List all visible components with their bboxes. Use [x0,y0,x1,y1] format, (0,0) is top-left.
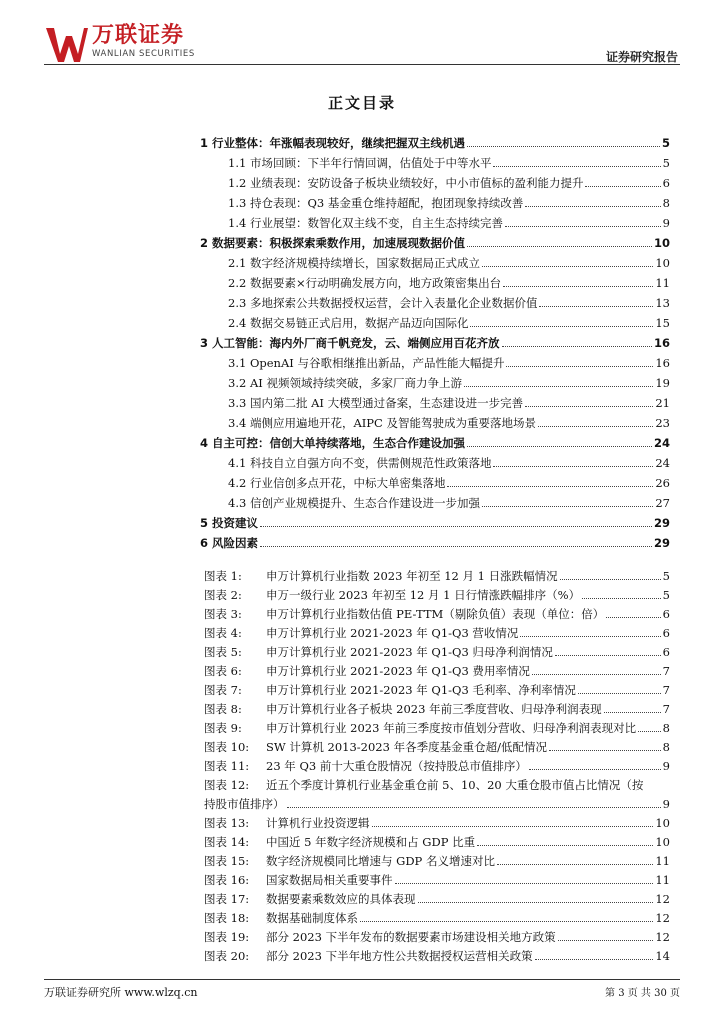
leader-dots [525,206,660,207]
toc-entry-text: 4 自主可控：信创大单持续落地，生态合作建设加强 [200,436,466,450]
leader-dots [464,386,653,387]
figure-page-number: 10 [655,835,670,849]
figure-title: 数据要素乘数效应的具体表现 [266,892,416,906]
toc-page-number: 13 [655,296,670,310]
header-divider [44,64,680,65]
toc-page-number: 21 [655,396,670,410]
company-logo [44,24,195,64]
toc-entry-text: 1.2 业绩表现：安防设备子板块业绩较好，中小市值标的盈利能力提升 [228,176,584,190]
figure-label: 图表 13: [204,816,250,830]
figure-entry[interactable] [204,909,670,928]
toc-subsection[interactable] [200,473,670,493]
leader-dots [467,146,660,147]
figure-label: 图表 7: [204,683,242,697]
leader-dots [503,286,653,287]
figure-title: 数据基础制度体系 [266,911,358,925]
leader-dots [560,579,661,580]
toc-entry-text: 4.2 行业信创多点开花，中标大单密集落地 [228,476,446,490]
leader-dots [360,921,653,922]
page-header [0,0,724,70]
figure-entry[interactable] [204,662,670,681]
leader-dots [638,731,661,732]
toc-page-number: 29 [653,516,670,530]
toc-subsection[interactable] [200,313,670,333]
figure-label: 图表 3: [204,607,242,621]
figure-label: 图表 10: [204,740,250,754]
toc-page-number: 23 [655,416,670,430]
leader-dots [604,712,661,713]
report-type-label: 证券研究报告 [605,50,678,64]
toc-subsection[interactable] [200,213,670,233]
figure-label: 图表 1: [204,569,242,583]
figure-entry[interactable] [204,757,670,776]
leader-dots [520,636,660,637]
toc-entry-text: 2 数据要素：积极探索乘数作用，加速展现数据价值 [200,236,466,250]
toc-entry-text: 3.1 OpenAI 与谷歌相继推出新品，产品性能大幅提升 [228,356,505,370]
figure-page-number: 10 [655,816,670,830]
leader-dots [287,807,661,808]
toc-page-number: 24 [655,456,670,470]
figure-page-number: 5 [662,588,670,602]
leader-dots [497,864,653,865]
toc-entry-text: 2.3 多地探索公共数据授权运营，会计入表量化企业数据价值 [228,296,538,310]
figure-page-number: 7 [662,683,670,697]
figure-title-cont: 持股市值排序） [204,797,285,811]
figure-title: 部分 2023 下半年地方性公共数据授权运营相关政策 [266,949,533,963]
figure-entry[interactable] [204,700,670,719]
leader-dots [539,306,653,307]
toc-page-number: 10 [653,236,670,250]
leader-dots [482,506,653,507]
figure-title: 申万计算机行业指数 2023 年初至 12 月 1 日涨跌幅情况 [266,569,558,583]
toc-entry-text: 5 投资建议 [200,516,259,530]
toc-entry-text: 4.3 信创产业规模提升、生态合作建设进一步加强 [228,496,480,510]
figure-page-number: 6 [662,607,670,621]
toc-entry-text: 1 行业整体：年涨幅表现较好，继续把握双主线机遇 [200,136,466,150]
figure-label: 图表 5: [204,645,242,659]
leader-dots [538,426,653,427]
toc-subsection[interactable] [200,413,670,433]
toc-page-number: 5 [661,136,670,150]
page-number: 第 3 页 共 30 页 [605,988,680,999]
figure-page-number: 11 [655,854,670,868]
figure-title: 数字经济规模同比增速与 GDP 名义增速对比 [266,854,495,868]
footer-divider [44,979,680,980]
toc-page-number: 16 [653,336,670,350]
leader-dots [260,546,652,547]
toc-page-number: 16 [655,356,670,370]
figure-label: 图表 12: [204,778,250,792]
table-of-contents [200,133,670,553]
toc-entry-text: 1.4 行业展望：数智化双主线不变，自主生态持续完善 [228,216,503,230]
figure-page-number: 12 [655,892,670,906]
leader-dots [529,769,661,770]
figure-entry[interactable] [204,928,670,947]
figure-entry[interactable] [204,947,670,966]
toc-entry-text: 1.1 市场回顾：下半年行情回调，估值处于中等水平 [228,156,492,170]
figure-title: 申万计算机行业 2021-2023 年 Q1-Q3 归母净利润情况 [266,645,553,659]
toc-subsection[interactable] [200,453,670,473]
toc-title: 正文目录 [327,94,396,112]
toc-subsection[interactable] [200,173,670,193]
figure-entry[interactable] [204,643,670,662]
figure-page-number: 6 [662,645,670,659]
toc-subsection[interactable] [200,393,670,413]
figure-entry[interactable] [204,890,670,909]
toc-subsection[interactable] [200,253,670,273]
toc-section[interactable] [200,513,670,533]
leader-dots [549,750,661,751]
leader-dots [535,959,654,960]
leader-dots [477,845,653,846]
figure-page-number: 11 [655,873,670,887]
toc-page-number: 10 [655,256,670,270]
leader-dots [506,366,653,367]
toc-entry-text: 3.2 AI 视频领域持续突破，多家厂商力争上游 [228,376,462,390]
toc-page-number: 27 [655,496,670,510]
toc-subsection[interactable] [200,273,670,293]
toc-entry-text: 1.3 持仓表现：Q3 基金重仓维持超配，抱团现象持续改善 [228,196,524,210]
toc-section[interactable] [200,133,670,153]
figure-page-number: 8 [662,740,670,754]
figure-entry[interactable] [204,852,670,871]
toc-subsection[interactable] [200,193,670,213]
figure-entry[interactable] [204,776,670,814]
figure-label: 图表 4: [204,626,242,640]
toc-page-number: 19 [655,376,670,390]
toc-entry-text: 2.1 数字经济规模持续增长，国家数据局正式成立 [228,256,480,270]
leader-dots [467,446,652,447]
figure-page-number: 12 [655,911,670,925]
figure-title: SW 计算机 2013-2023 年各季度基金重仓超/低配情况 [266,740,547,754]
figure-title: 计算机行业投资逻辑 [266,816,370,830]
figure-title: 申万计算机行业 2023 年前三季度按市值划分营收、归母净利润表现对比 [266,721,637,735]
leader-dots [395,883,654,884]
figure-label: 图表 15: [204,854,250,868]
toc-entry-text: 3.4 端侧应用遍地开花，AIPC 及智能驾驶成为重要落地场景 [228,416,536,430]
leader-dots [555,655,661,656]
figure-label: 图表 14: [204,835,250,849]
toc-entry-text: 4.1 科技自立自强方向不变，供需侧规范性政策落地 [228,456,492,470]
figure-page-number: 7 [662,664,670,678]
figure-title: 中国近 5 年数字经济规模和占 GDP 比重 [266,835,476,849]
toc-entry-text: 2.4 数据交易链正式启用，数据产品迈向国际化 [228,316,469,330]
figure-label: 图表 9: [204,721,242,735]
figure-page-number: 7 [662,702,670,716]
leader-dots [418,902,654,903]
leader-dots [470,326,653,327]
leader-dots [260,526,652,527]
toc-section[interactable] [200,333,670,353]
leader-dots [532,674,661,675]
figure-entry[interactable] [204,586,670,605]
wanlian-logo-icon [44,24,88,64]
figure-title: 国家数据局相关重要事件 [266,873,393,887]
figure-label: 图表 18: [204,911,250,925]
leader-dots [482,266,653,267]
leader-dots [447,486,653,487]
toc-entry-text: 2.2 数据要素×行动明确发展方向，地方政策密集出台 [228,276,502,290]
figure-label: 图表 2: [204,588,242,602]
logo-chinese-name: 万联证券 [92,23,185,48]
figure-label: 图表 17: [204,892,250,906]
logo-english-name: WANLIAN SECURITIES [92,49,195,59]
figure-title: 申万一级行业 2023 年初至 12 月 1 日行情涨跌幅排序（%） [266,588,581,602]
leader-dots [606,617,660,618]
figure-entry[interactable] [204,871,670,890]
toc-section[interactable] [200,233,670,253]
toc-page-number: 9 [662,216,670,230]
leader-dots [505,226,661,227]
figure-entry[interactable] [204,833,670,852]
figure-list [204,567,670,966]
leader-dots [502,346,652,347]
figure-title: 申万计算机行业 2021-2023 年 Q1-Q3 费用率情况 [266,664,530,678]
figure-entry[interactable] [204,681,670,700]
toc-entry-text: 3.3 国内第二批 AI 大模型通过备案，生态建设进一步完善 [228,396,524,410]
figure-label: 图表 6: [204,664,242,678]
leader-dots [578,693,661,694]
leader-dots [582,598,661,599]
figure-entry[interactable] [204,624,670,643]
toc-subsection[interactable] [200,493,670,513]
toc-page-number: 8 [662,196,670,210]
toc-page-number: 5 [662,156,670,170]
toc-section[interactable] [200,433,670,453]
figure-label: 图表 8: [204,702,242,716]
toc-subsection[interactable] [200,373,670,393]
figure-page-number: 5 [662,569,670,583]
figure-label: 图表 20: [204,949,250,963]
leader-dots [467,246,652,247]
figure-page-number: 12 [655,930,670,944]
toc-entry-text: 3 人工智能：海内外厂商千帆竞发，云、端侧应用百花齐放 [200,336,500,350]
figure-label: 图表 16: [204,873,250,887]
figure-page-number: 9 [662,797,670,811]
toc-page-number: 6 [662,176,670,190]
figure-title: 申万计算机行业 2021-2023 年 Q1-Q3 毛利率、净利率情况 [266,683,576,697]
figure-page-number: 9 [662,759,670,773]
figure-title: 申万计算机行业指数估值 PE-TTM（剔除负值）表现（单位：倍） [266,607,605,621]
leader-dots [558,940,654,941]
figure-title: 申万计算机行业各子板块 2023 年前三季度营收、归母净利润表现 [266,702,602,716]
figure-entry[interactable] [204,567,670,586]
leader-dots [372,826,654,827]
toc-subsection[interactable] [200,353,670,373]
leader-dots [493,466,653,467]
toc-page-number: 29 [653,536,670,550]
figure-entry[interactable] [204,814,670,833]
footer-source: 万联证券研究所 www.wlzq.cn [44,986,198,999]
figure-entry[interactable] [204,719,670,738]
toc-page-number: 24 [653,436,670,450]
figure-entry[interactable] [204,605,670,624]
leader-dots [493,166,660,167]
figure-page-number: 14 [655,949,670,963]
leader-dots [585,186,660,187]
figure-label: 图表 11: [204,759,250,773]
figure-title: 部分 2023 下半年发布的数据要素市场建设相关地方政策 [266,930,556,944]
toc-section[interactable] [200,533,670,553]
toc-subsection[interactable] [200,153,670,173]
figure-title: 近五个季度计算机行业基金重仓前 5、10、20 大重仓股市值占比情况（按 [266,778,644,792]
figure-page-number: 8 [662,721,670,735]
figure-label: 图表 19: [204,930,250,944]
leader-dots [525,406,653,407]
figure-title: 申万计算机行业 2021-2023 年 Q1-Q3 营收情况 [266,626,519,640]
figure-entry[interactable] [204,738,670,757]
toc-page-number: 11 [655,276,670,290]
figure-page-number: 6 [662,626,670,640]
toc-entry-text: 6 风险因素 [200,536,259,550]
figure-title: 23 年 Q3 前十大重仓股情况（按持股总市值排序） [266,759,527,773]
toc-page-number: 26 [655,476,670,490]
toc-subsection[interactable] [200,293,670,313]
toc-page-number: 15 [655,316,670,330]
